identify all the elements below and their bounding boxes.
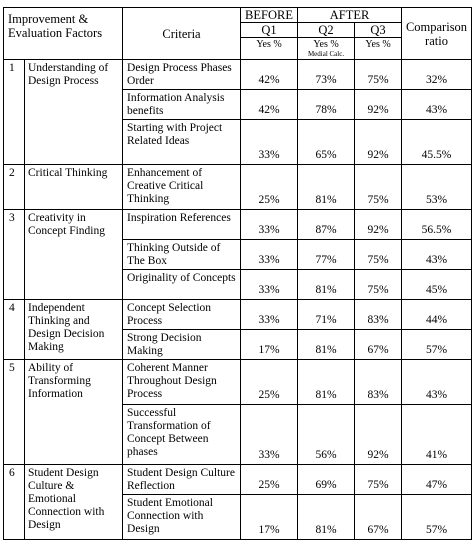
- q3-value: 67%: [355, 495, 402, 540]
- q3-value: 75%: [355, 165, 402, 210]
- q2-value: 73%: [298, 60, 355, 90]
- q3-value: 75%: [355, 270, 402, 300]
- q2-value: 87%: [298, 210, 355, 240]
- q3-value: 92%: [355, 405, 402, 465]
- q3-value: 83%: [355, 360, 402, 405]
- criteria-cell: Strong Decision Making: [123, 330, 241, 360]
- q2-value: 81%: [298, 270, 355, 300]
- criteria-cell: Starting with Project Related Ideas: [123, 120, 241, 165]
- ratio-value: 41%: [402, 405, 472, 465]
- ratio-value: 57%: [402, 495, 472, 540]
- table-row: [4, 360, 472, 405]
- q2-yes-text: Yes %: [313, 39, 339, 50]
- criteria-cell: Inspiration References: [123, 210, 241, 240]
- medial-calc-note: Medial Calc.: [307, 50, 345, 58]
- table-row: [4, 60, 472, 90]
- criteria-cell: Thinking Outside of The Box: [123, 240, 241, 270]
- q1-value: 33%: [241, 240, 298, 270]
- q2-value: 81%: [298, 165, 355, 210]
- comparison-header: Comparison ratio: [402, 8, 472, 60]
- table-row: [4, 210, 472, 240]
- criteria-cell: Concept Selection Process: [123, 300, 241, 330]
- factor-number: 5: [4, 360, 25, 465]
- q2-value: 71%: [298, 300, 355, 330]
- q1-yes-label: Yes %: [241, 38, 298, 60]
- q2-value: 69%: [298, 465, 355, 495]
- after-header: AFTER: [298, 8, 402, 23]
- criteria-cell: Student Design Culture Reflection: [123, 465, 241, 495]
- ratio-value: 43%: [402, 240, 472, 270]
- q1-value: 17%: [241, 495, 298, 540]
- q1-value: 42%: [241, 60, 298, 90]
- factor-number: 3: [4, 210, 25, 300]
- q3-value: 92%: [355, 210, 402, 240]
- q3-value: 92%: [355, 120, 402, 165]
- factor-name: Critical Thinking: [25, 165, 123, 210]
- q1-value: 25%: [241, 360, 298, 405]
- q2-value: 81%: [298, 330, 355, 360]
- factor-name: Independent Thinking and Design Decision Making: [25, 300, 123, 360]
- table-row: [4, 300, 472, 330]
- ratio-value: 43%: [402, 360, 472, 405]
- ratio-value: 43%: [402, 90, 472, 120]
- ratio-value: 45%: [402, 270, 472, 300]
- q1-value: 42%: [241, 90, 298, 120]
- q3-yes-label: Yes %: [355, 38, 402, 60]
- ratio-value: 45.5%: [402, 120, 472, 165]
- criteria-cell: Coherent Manner Throughout Design Process: [123, 360, 241, 405]
- q2-yes-label: [298, 38, 355, 60]
- q2-value: 77%: [298, 240, 355, 270]
- criteria-cell: Originality of Concepts: [123, 270, 241, 300]
- q2-header: Q2: [298, 23, 355, 38]
- q1-header: Q1: [241, 23, 298, 38]
- factor-number: 4: [4, 300, 25, 360]
- q2-value: 78%: [298, 90, 355, 120]
- q3-value: 67%: [355, 330, 402, 360]
- criteria-cell: Information Analysis benefits: [123, 90, 241, 120]
- q3-value: 75%: [355, 240, 402, 270]
- criteria-cell: Successful Transformation of Concept Between phases: [123, 405, 241, 465]
- q3-value: 75%: [355, 60, 402, 90]
- criteria-header: Criteria: [123, 8, 241, 60]
- ratio-value: 44%: [402, 300, 472, 330]
- q1-value: 33%: [241, 270, 298, 300]
- factor-name: Ability of Transforming Information: [25, 360, 123, 465]
- table-row: [4, 465, 472, 495]
- before-header: BEFORE: [241, 8, 298, 23]
- factor-number: 1: [4, 60, 25, 165]
- q2-value: 56%: [298, 405, 355, 465]
- criteria-cell: Student Emotional Connection with Design: [123, 495, 241, 540]
- q2-value: 65%: [298, 120, 355, 165]
- ratio-value: 56.5%: [402, 210, 472, 240]
- q1-value: 25%: [241, 165, 298, 210]
- q2-value: 81%: [298, 495, 355, 540]
- criteria-cell: Enhancement of Creative Critical Thinking: [123, 165, 241, 210]
- factor-name: Student Design Culture & Emotional Connection with Design: [25, 465, 123, 540]
- q2-value: 81%: [298, 360, 355, 405]
- q1-value: 17%: [241, 330, 298, 360]
- q3-value: 92%: [355, 90, 402, 120]
- factor-name: Creativity in Concept Finding: [25, 210, 123, 300]
- factor-number: 2: [4, 165, 25, 210]
- q1-value: 33%: [241, 210, 298, 240]
- criteria-cell: Design Process Phases Order: [123, 60, 241, 90]
- factor-number: 6: [4, 465, 25, 540]
- evaluation-table: [3, 7, 472, 540]
- q1-value: 33%: [241, 120, 298, 165]
- ratio-value: 53%: [402, 165, 472, 210]
- factor-name: Understanding of Design Process: [25, 60, 123, 165]
- q1-value: 33%: [241, 300, 298, 330]
- ratio-value: 57%: [402, 330, 472, 360]
- q1-value: 33%: [241, 405, 298, 465]
- q3-value: 83%: [355, 300, 402, 330]
- factors-header: Improvement & Evaluation Factors: [4, 8, 123, 60]
- ratio-value: 47%: [402, 465, 472, 495]
- ratio-value: 32%: [402, 60, 472, 90]
- q3-value: 75%: [355, 465, 402, 495]
- q1-value: 25%: [241, 465, 298, 495]
- q3-header: Q3: [355, 23, 402, 38]
- table-row: [4, 165, 472, 210]
